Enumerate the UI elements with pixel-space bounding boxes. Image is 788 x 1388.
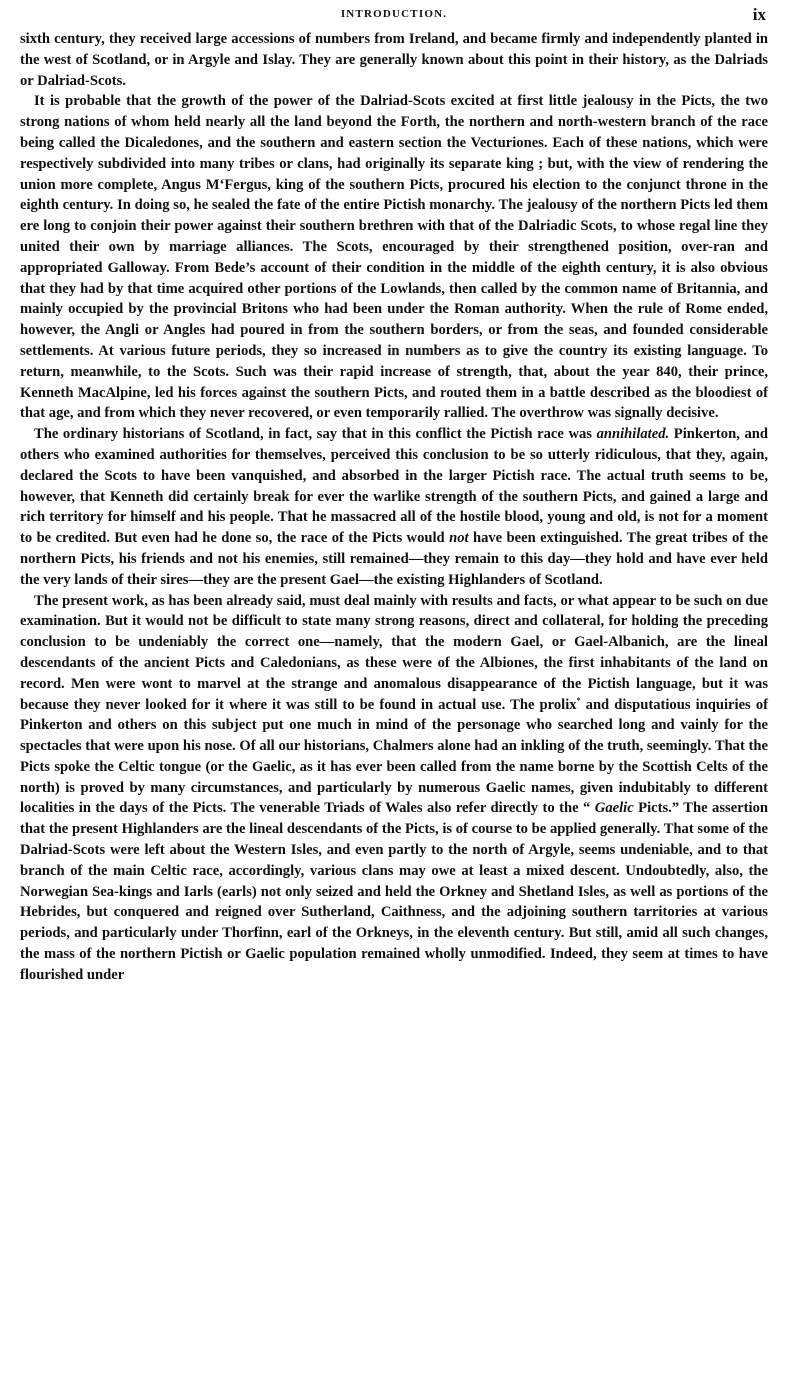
- paragraph-1: [20, 29, 768, 91]
- paragraph-4: [20, 591, 768, 986]
- paragraph-3-text-c: have been extinguished. The great tribes of the northern Picts, his friends and not his enemies, still remained—they remain to this day—they hold and have ever held the very lands of their sires—they are the present Gael—the existing Highlanders of Scotland.: [20, 530, 768, 588]
- paragraph-4-text-b: and disputatious inquiries of Pinkerton and others on this subject put one much in mind of the personage who searched long and vainly for the spectacles that were upon his nose. Of all our historians, Chalmers alone had an inkling of the truth, seemingly. That the Picts spoke the Celtic tongue (or the Gaelic, as it has ever been called from the name borne by the Scottish Celts of the north) is proved by many circumstances, and particularly by numerous Gaelic names, given indubitably to different localities in the days of the Picts. The venerable Triads of Wales also refer directly to the “: [20, 696, 768, 817]
- paragraph-3: [20, 424, 768, 590]
- paragraph-4-text-c: Picts.” The assertion that the present Highlanders are the lineal descendants of the Picts, is of course to be applied generally. That some of the Dalriad-Scots were left about the Western Isles, and even partly to the north of Argyle, seems undeniable, and to that branch of the main Celtic race, accordingly, various clans may owe at least a mixed descent. Undoubtedly, also, the Norwegian Sea-kings and Iarls (earls) not only seized and held the Orkney and Shetland Isles, as well as portions of the Hebrides, but conquered and reigned over Sutherland, Caithness, and the adjoining southern tarritories at various periods, and particularly under Thorfinn, earl of the Orkneys, in the eleventh century. But still, amid all such changes, the mass of the northern Pictish or Gaelic population remained wholly unmodified. Indeed, they seem at times to have flourished under: [20, 800, 768, 983]
- page-number: ix: [752, 5, 766, 24]
- emphasis-gaelic: Gaelic: [594, 800, 634, 817]
- paragraph-3-text-b: Pinkerton, and others who examined authorities for themselves, perceived this conclusion to be so utterly ridiculous, that they, again, declared the Scots to have been vanquished, and absorbed in the larger Pictish race. The actual truth seems to be, however, that Kenneth did certainly break for ever the warlike strength of the southern Picts, and gained a large and rich territory for himself and his people. That he massacred all of the hostile blood, young and old, is not for a moment to be credited. But even had he done so, the race of the Picts would: [20, 426, 768, 547]
- body-text: [20, 29, 768, 986]
- paragraph-4-text-a: The present work, as has been already said, must deal mainly with results and facts, or what appear to be such on due examination. But it would not be difficult to state many strong reasons, direct and collateral, for holding the preceding conclusion to be undeniably the correct one—namely, that the modern Gael, or Gael-Albanich, are the lineal descendants of the ancient Picts and Caledonians, as these were of the Albiones, the first inhabitants of the land on record. Men were wont to marvel at the strange and anomalous disappearance of the Pictish language, but it was because they never looked for it where it was still to be found in actual use. The prolix: [20, 592, 768, 713]
- running-title: INTRODUCTION.: [340, 8, 448, 20]
- paragraph-3-text-a: The ordinary historians of Scotland, in fact, say that in this conflict the Pictish race was: [34, 426, 597, 443]
- page-header: [20, 5, 768, 30]
- paragraph-2-text: It is probable that the growth of the power of the Dalriad-Scots excited at first little jealousy in the Picts, the two strong nations of whom held nearly all the land beyond the Forth, the northern and north-western branch of the race being called the Dicaledones, and the southern and eastern section the Vecturiones. Each of these nations, which were respectively subdivided into many tribes or clans, had originally its separate king ; but, with the view of rendering the union more complete, Angus M‘Fergus, king of the southern Picts, procured his election to the conjunct throne in the eighth century. In doing so, he sealed the fate of the entire Pictish monarchy. The jealousy of the northern Picts led them ere long to conjoin their power against their southern brethren with that of the Dalriadic Scots, to whose regal line they united their own by marriage alliances. The Scots, encouraged by their strengthened position, over-ran and appropriated Galloway. From Bede’s account of their condition in the middle of the eighth century, it is also obvious that they had by that time acquired other portions of the Lowlands, then called by the common name of Britannia, and mainly occupied by the provincial Britons who had been under the Roman authority. When the rule of Rome ended, however, the Angli or Angles had poured in from the southern borders, or from the seas, and founded considerable settlements. At various future periods, they so increased in numbers as to give the country its existing language. To return, meanwhile, to the Scots. Such was their rapid increase of strength, that, about the year 840, their prince, Kenneth MacAlpine, led his forces against the southern Picts, and routed them in a battle described as the bloodiest of that age, and from which they never recovered, or even temporarily rallied. The overthrow was signally decisive.: [20, 93, 768, 422]
- emphasis-annihilated: annihilated.: [596, 426, 670, 443]
- paragraph-1-text: sixth century, they received large accessions of numbers from Ireland, and became firmly and independently planted in the west of Scotland, or in Argyle and Islay. They are generally known about this point in their history, as the Dalriads or Dalriad-Scots.: [20, 31, 768, 89]
- paragraph-2: [20, 91, 768, 424]
- footnote-mark: *: [576, 695, 581, 705]
- emphasis-not: not: [449, 530, 469, 547]
